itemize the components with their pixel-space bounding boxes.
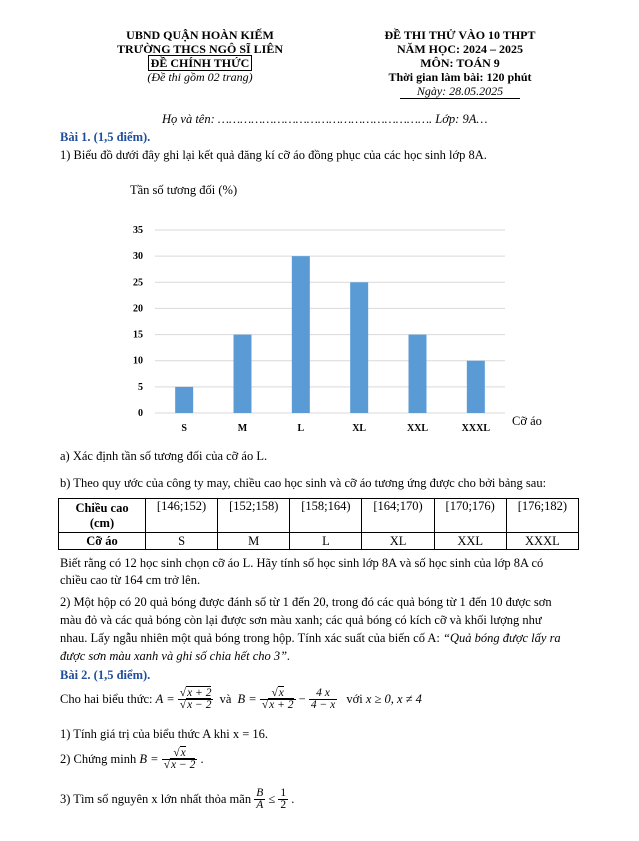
x-tick-label: M [237,423,248,434]
bai1-qb: b) Theo quy ước của công ty may, chiều cao học sinh và cỡ áo tương ứng được cho bởi bảng sau: [60,476,547,490]
duration: Thời gian làm bài: 120 phút [388,70,532,84]
fraction-B2: $\frac{4 x}{4 - x}$ [310,687,336,711]
bai1-title: Bài 1. (1,5 điểm). [60,130,151,144]
bar-m [234,335,252,413]
bai2-q2-line: 2) Chứng minh B = $\frac{√x}{√x - 2}$ . [60,747,204,771]
y-tick-label: 15 [133,329,143,341]
y-tick-label: 5 [138,381,143,393]
bai1-q2-line3: nhau. Lấy ngẫu nhiên một quả bóng trong hộp. Tính xác suất của biến cố A: “Quả bóng được lấy ra [60,631,561,645]
exam-title: ĐỀ THI THỬ VÀO 10 THPT [384,28,536,42]
bai1-q1-intro: 1) Biểu đồ dưới đây ghi lại kết quả đăng kí cỡ áo đồng phục của các học sinh lớp 8A. [60,148,487,162]
exam-date: Ngày: 28.05.2025 [400,84,520,99]
table-cell: L [290,533,362,550]
table-cell: [146;152) [146,499,218,533]
bai1-qa: a) Xác định tần số tương đối của cỡ áo L. [60,449,268,463]
x-tick-label: S [181,423,187,434]
exam-header [375,28,545,99]
school-year: NĂM HỌC: 2024 – 2025 [397,42,523,56]
district-name: UBND QUẬN HOÀN KIẾM [126,28,274,42]
table-cell: XXL [434,533,506,550]
official-exam-label: ĐỀ CHÍNH THỨC [100,56,300,70]
table-cell: S [146,533,218,550]
y-tick-label: 20 [133,303,143,315]
table-header-size: Cỡ áo [59,533,146,550]
x-tick-label: XXXL [461,423,491,434]
fraction-q2: $\frac{√x}{√x - 2}$ [163,747,196,771]
bai2-title: Bài 2. (1,5 điểm). [60,668,151,682]
fraction-half: $\frac{1}{2}$ [280,787,287,811]
y-tick-label: 25 [133,277,143,289]
subject: MÔN: TOÁN 9 [420,56,500,70]
table-cell: [158;164) [290,499,362,533]
fraction-A: $\frac{√x + 2}{√x - 2}$ [179,687,212,711]
bar-xxxl [467,361,485,413]
school-header [100,28,300,84]
y-tick-label: 30 [133,251,143,263]
chart-xlabel: Cỡ áo [512,414,542,428]
table-cell: [176;182) [506,499,578,533]
table-cell: [170;176) [434,499,506,533]
bar-xl [350,282,368,413]
table-cell: [152;158) [218,499,290,533]
bai2-q1: 1) Tính giá trị của biểu thức A khi x = 16. [60,727,269,741]
chart-ylabel: Tần số tương đối (%) [130,183,238,197]
bar-xxl [409,335,427,413]
x-tick-label: XXL [406,423,429,434]
x-tick-label: XL [352,423,367,434]
bai1-q2-line1: 2) Một hộp có 20 quả bóng được đánh số từ 1 đến 20, trong đó các quả bóng từ 1 đến 10 được sơn [60,595,552,609]
school-name: TRƯỜNG THCS NGÔ SĨ LIÊN [116,42,284,56]
table-cell: [164;170) [362,499,434,533]
y-tick-label: 35 [133,225,143,236]
table-cell: XL [362,533,434,550]
fraction-B1: $\frac{√x}{√x + 2}$ [261,687,294,711]
bai1-qb-cont2: chiều cao từ 164 cm trở lên. [60,573,201,587]
bai2-q3-line: 3) Tìm số nguyên x lớn nhất thỏa mãn $\frac{B}{A}$ ≤ $\frac{1}{2}$ . [60,787,295,811]
bar-s [175,387,193,413]
bar-l [292,256,310,413]
page-count-note: (Đề thi gồm 02 trang) [147,70,253,84]
x-tick-label: L [297,423,305,434]
table-header-height: Chiều cao (cm) [59,499,146,533]
student-info-line: Họ và tên: …………………………………………………. Lớp: 9A… [162,112,488,126]
table-cell: M [218,533,290,550]
bai1-q2-line4: được sơn màu xanh và ghi số chia hết cho 3”. [60,649,291,663]
fraction-B-over-A: $\frac{B}{A}$ [256,787,264,811]
y-tick-label: 0 [138,408,143,419]
height-size-table [58,498,579,550]
bai1-q2-line2: màu đỏ và các quả bóng còn lại được sơn màu xanh; các quả bóng có kích cỡ và khối lượng như [60,613,542,627]
table-cell: XXXL [506,533,578,550]
bai2-intro-line: Cho hai biểu thức: A = $\frac{√x + 2}{√x - 2}$ và B = $\frac{√x}{√x + 2}$ − $\frac{4 x}{4 - x}$ với x ≥ 0, x ≠ 4 [60,687,422,711]
bai1-qb-cont1: Biết rằng có 12 học sinh chọn cỡ áo L. Hãy tính số học sinh lớp 8A và số học sinh của lớp 8A có [60,556,544,570]
size-bar-chart [60,178,580,443]
y-tick-label: 10 [133,355,143,367]
